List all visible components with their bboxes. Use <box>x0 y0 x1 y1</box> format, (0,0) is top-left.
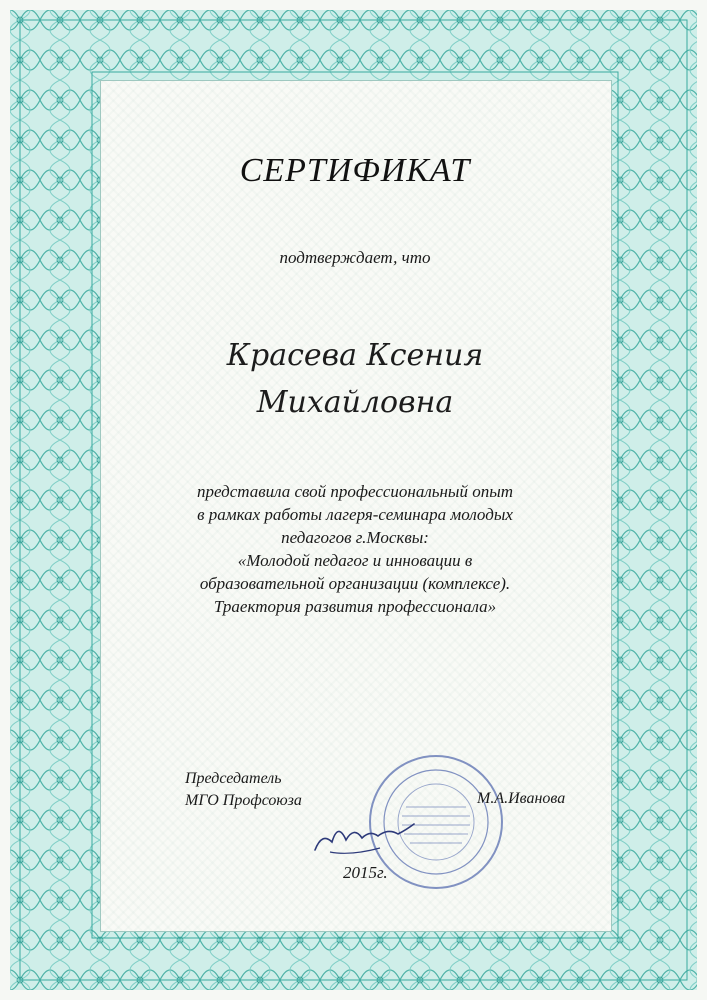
description-line: «Молодой педагог и инновации в <box>237 551 473 570</box>
signatory-name: М.А.Иванова <box>477 790 566 807</box>
signatory-title <box>185 768 302 812</box>
description-line: педагогов г.Москвы: <box>281 528 429 547</box>
description-line: представила свой профессиональный опыт <box>196 482 513 501</box>
certificate-title: СЕРТИФИКАТ <box>239 152 471 189</box>
certificate-description <box>100 480 610 618</box>
recipient-name-line2: Михайловна <box>256 385 454 420</box>
recipient-name-line1: Красева Ксения <box>226 338 484 373</box>
handwritten-signature <box>310 812 420 862</box>
signatory-title-line2: МГО Профсоюза <box>185 792 302 809</box>
description-line: образовательной организации (комплексе). <box>199 574 511 593</box>
description-line: в рамках работы лагеря-семинара молодых <box>197 505 513 524</box>
signatory-title-line1: Председатель <box>185 770 282 787</box>
description-line: Траектория развития профессионала» <box>213 597 497 616</box>
confirms-text: подтверждает, что <box>279 248 431 267</box>
certificate-year: 2015г. <box>343 863 388 882</box>
